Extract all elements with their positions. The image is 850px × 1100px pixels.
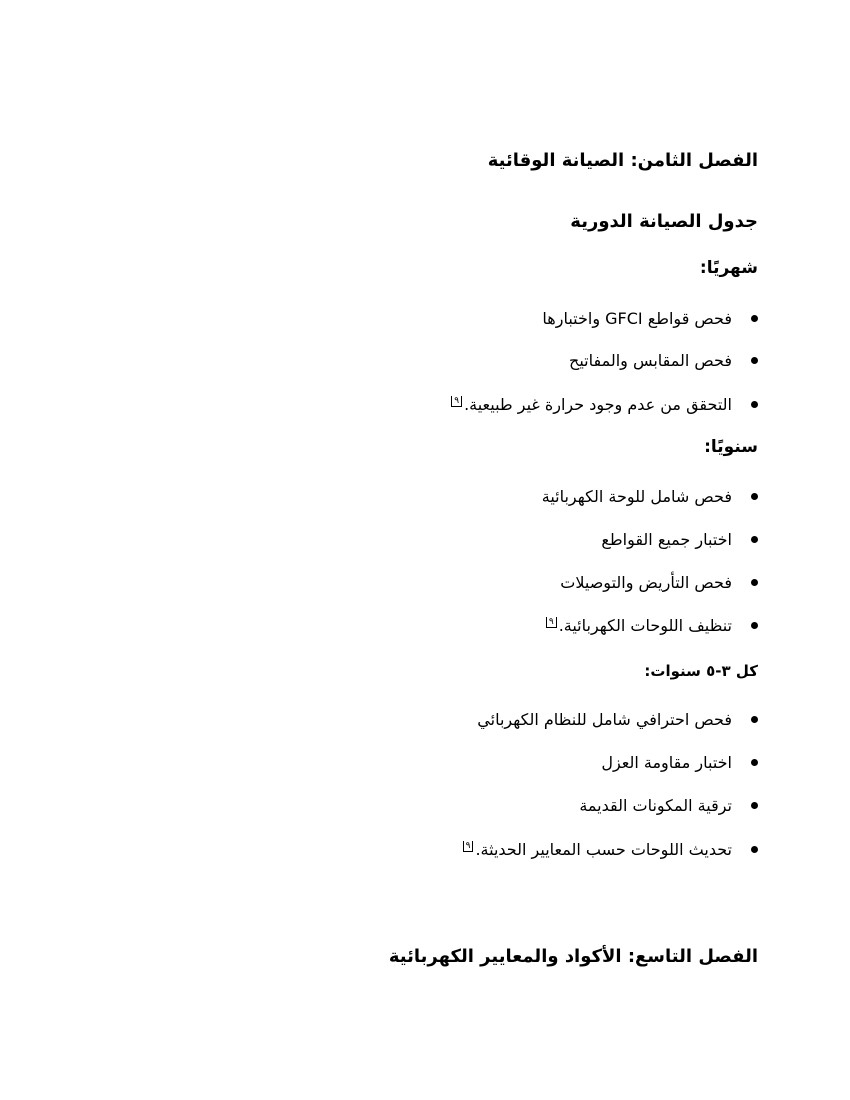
list-item	[60, 487, 758, 506]
list-item	[60, 573, 758, 592]
bullet-icon	[751, 579, 758, 586]
bullet-icon	[751, 846, 758, 853]
list-item-text: فحص شامل للوحة الكهربائية	[541, 487, 732, 506]
footnote-ref[interactable]: ٩	[463, 841, 474, 852]
chapter-8-title: الفصل الثامن: الصيانة الوقائية	[487, 150, 758, 171]
list-item-text: تنظيف اللوحات الكهربائية.	[558, 616, 732, 635]
list-item-text: اختبار مقاومة العزل	[601, 753, 732, 772]
list-item	[60, 530, 758, 549]
list-item-text: فحص المقابس والمفاتيح	[568, 351, 732, 370]
bullet-icon	[751, 716, 758, 723]
bullet-icon	[751, 622, 758, 629]
list-item	[60, 710, 758, 729]
footnote-ref[interactable]: ٩	[546, 617, 557, 628]
list-item	[60, 309, 758, 328]
list-item-text: فحص التأريض والتوصيلات	[560, 573, 732, 592]
chapter-9-title: الفصل التاسع: الأكواد والمعايير الكهربائية	[388, 946, 758, 967]
yearly-heading: سنويًا:	[704, 437, 758, 457]
list-item-text: فحص احترافي شامل للنظام الكهربائي	[477, 710, 732, 729]
bullet-icon	[751, 315, 758, 322]
list-item-text: ترقية المكونات القديمة	[579, 796, 732, 815]
list-item	[60, 840, 758, 859]
monthly-heading: شهريًا:	[699, 258, 758, 278]
bullet-icon	[751, 493, 758, 500]
bullet-icon	[751, 536, 758, 543]
bullet-icon	[751, 401, 758, 408]
schedule-title: جدول الصيانة الدورية	[570, 211, 758, 232]
list-item-text: تحديث اللوحات حسب المعايير الحديثة.	[475, 840, 732, 859]
list-item	[60, 753, 758, 772]
list-item	[60, 351, 758, 370]
list-item	[60, 796, 758, 815]
every-3-5-years-heading: كل ٣-٥ سنوات:	[644, 662, 758, 680]
list-item-text: اختبار جميع القواطع	[601, 530, 732, 549]
list-item	[60, 395, 758, 414]
bullet-icon	[751, 759, 758, 766]
list-item-text: التحقق من عدم وجود حرارة غير طبيعية.	[464, 395, 732, 414]
list-item	[60, 616, 758, 635]
bullet-icon	[751, 802, 758, 809]
footnote-ref[interactable]: ٩	[451, 396, 462, 407]
bullet-icon	[751, 357, 758, 364]
list-item-text: فحص قواطع GFCI واختبارها	[542, 309, 732, 328]
